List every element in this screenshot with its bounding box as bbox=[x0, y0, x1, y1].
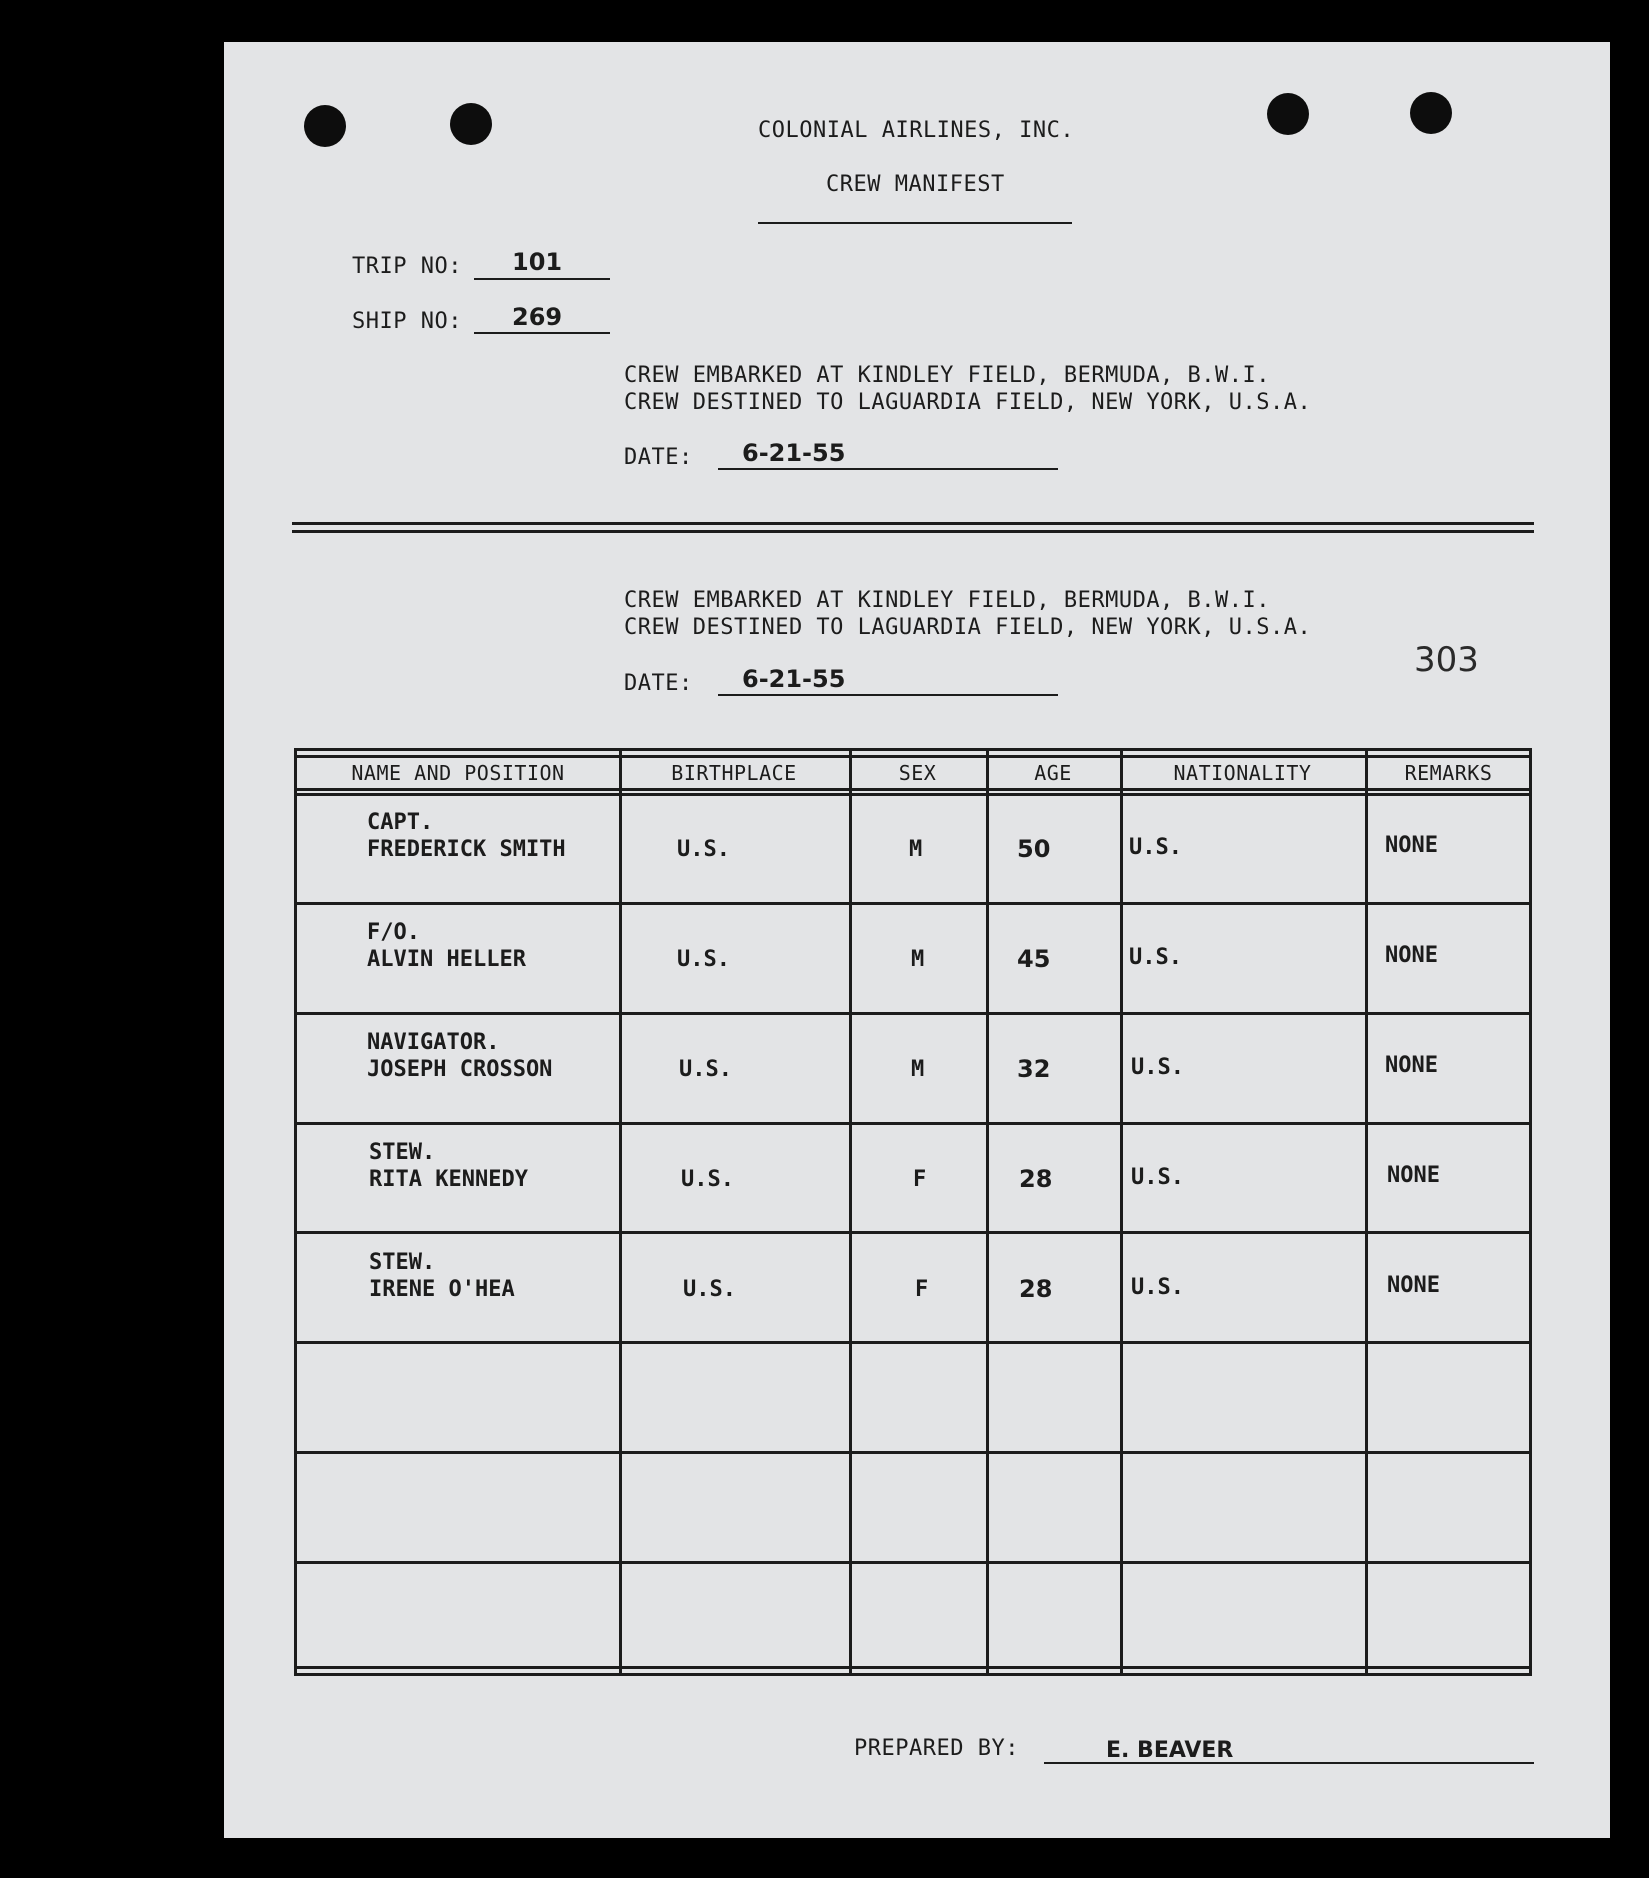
row-divider bbox=[297, 1231, 1529, 1234]
prepared-by-underline bbox=[1044, 1762, 1534, 1764]
column-header-name: NAME AND POSITION bbox=[351, 761, 565, 785]
column-divider bbox=[986, 751, 989, 1673]
crew-remarks: NONE bbox=[1387, 1163, 1440, 1188]
date-value: 6-21-55 bbox=[742, 665, 846, 693]
company-name: COLONIAL AIRLINES, INC. bbox=[758, 118, 1075, 143]
date-underline bbox=[718, 694, 1058, 696]
row-divider bbox=[297, 1341, 1529, 1344]
date-label: DATE: bbox=[624, 445, 693, 470]
crew-age: 28 bbox=[1019, 1165, 1053, 1193]
column-divider bbox=[1120, 751, 1123, 1673]
crew-name: RITA KENNEDY bbox=[369, 1167, 528, 1192]
embarked-line: CREW EMBARKED AT KINDLEY FIELD, BERMUDA, B.W.I. bbox=[624, 588, 1271, 613]
header-bottom-rule bbox=[297, 788, 1529, 791]
prepared-by-label: PREPARED BY: bbox=[854, 1736, 1019, 1761]
punch-hole-icon bbox=[1267, 93, 1309, 135]
crew-sex: F bbox=[915, 1277, 929, 1302]
crew-age: 45 bbox=[1017, 945, 1051, 973]
crew-birthplace: U.S. bbox=[683, 1277, 736, 1302]
trip-value: 101 bbox=[512, 248, 563, 276]
punch-hole-icon bbox=[1410, 92, 1452, 134]
punch-hole-icon bbox=[450, 103, 492, 145]
crew-birthplace: U.S. bbox=[677, 837, 730, 862]
header-top-rule bbox=[297, 755, 1529, 758]
crew-nationality: U.S. bbox=[1129, 945, 1182, 970]
crew-sex: F bbox=[913, 1167, 927, 1192]
crew-sex: M bbox=[911, 947, 925, 972]
manifest-page bbox=[224, 42, 1610, 1838]
row-divider bbox=[297, 902, 1529, 905]
crew-remarks: NONE bbox=[1385, 1053, 1438, 1078]
crew-birthplace: U.S. bbox=[679, 1057, 732, 1082]
destined-line: CREW DESTINED TO LAGUARDIA FIELD, NEW YORK, U.S.A. bbox=[624, 615, 1312, 640]
crew-nationality: U.S. bbox=[1131, 1055, 1184, 1080]
crew-position: CAPT. bbox=[367, 810, 434, 835]
page-number-stamp: 303 bbox=[1414, 640, 1479, 680]
ship-value: 269 bbox=[512, 303, 563, 331]
crew-remarks: NONE bbox=[1385, 833, 1438, 858]
ship-label: SHIP NO: bbox=[352, 309, 462, 334]
section-divider bbox=[292, 522, 1534, 533]
crew-position: STEW. bbox=[369, 1140, 436, 1165]
embarked-line: CREW EMBARKED AT KINDLEY FIELD, BERMUDA, B.W.I. bbox=[624, 363, 1271, 388]
crew-name: IRENE O'HEA bbox=[369, 1277, 515, 1302]
crew-nationality: U.S. bbox=[1129, 835, 1182, 860]
crew-birthplace: U.S. bbox=[681, 1167, 734, 1192]
crew-nationality: U.S. bbox=[1131, 1275, 1184, 1300]
crew-remarks: NONE bbox=[1385, 943, 1438, 968]
title-underline bbox=[758, 222, 1072, 224]
column-header-nationality: NATIONALITY bbox=[1173, 761, 1312, 785]
crew-age: 32 bbox=[1017, 1055, 1051, 1083]
crew-name-position bbox=[367, 809, 566, 863]
date-value: 6-21-55 bbox=[742, 439, 846, 467]
row-divider bbox=[297, 1451, 1529, 1454]
crew-name-position bbox=[367, 1029, 552, 1083]
trip-label: TRIP NO: bbox=[352, 254, 462, 279]
header-bottom-rule bbox=[297, 793, 1529, 796]
column-divider bbox=[849, 751, 852, 1673]
date-underline bbox=[718, 468, 1058, 470]
crew-name: FREDERICK SMITH bbox=[367, 837, 566, 862]
crew-name-position bbox=[369, 1249, 515, 1303]
crew-sex: M bbox=[909, 837, 923, 862]
punch-hole-icon bbox=[304, 105, 346, 147]
trip-underline bbox=[474, 278, 610, 280]
date-label: DATE: bbox=[624, 671, 693, 696]
column-divider bbox=[619, 751, 622, 1673]
column-header-sex: SEX bbox=[898, 761, 937, 785]
row-divider bbox=[297, 1012, 1529, 1015]
crew-sex: M bbox=[911, 1057, 925, 1082]
column-header-age: AGE bbox=[1034, 761, 1072, 785]
crew-birthplace: U.S. bbox=[677, 947, 730, 972]
crew-name-position bbox=[369, 1139, 528, 1193]
crew-name: JOSEPH CROSSON bbox=[367, 1057, 553, 1082]
column-header-birthplace: BIRTHPLACE bbox=[671, 761, 797, 785]
row-divider bbox=[297, 1122, 1529, 1125]
crew-table bbox=[294, 748, 1532, 1676]
column-divider bbox=[1365, 751, 1368, 1673]
crew-age: 28 bbox=[1019, 1275, 1053, 1303]
crew-name: ALVIN HELLER bbox=[367, 947, 526, 972]
crew-position: F/O. bbox=[367, 920, 420, 945]
crew-nationality: U.S. bbox=[1131, 1165, 1184, 1190]
crew-remarks: NONE bbox=[1387, 1273, 1440, 1298]
prepared-by-value: E. BEAVER bbox=[1106, 1738, 1234, 1763]
destined-line: CREW DESTINED TO LAGUARDIA FIELD, NEW YORK, U.S.A. bbox=[624, 390, 1312, 415]
crew-name-position bbox=[367, 919, 526, 973]
crew-position: NAVIGATOR. bbox=[367, 1030, 500, 1055]
column-header-remarks: REMARKS bbox=[1404, 761, 1493, 785]
row-divider bbox=[297, 1561, 1529, 1564]
table-bottom-rule bbox=[297, 1666, 1529, 1669]
document-title: CREW MANIFEST bbox=[826, 172, 1005, 197]
ship-underline bbox=[474, 332, 610, 334]
crew-position: STEW. bbox=[369, 1250, 436, 1275]
crew-age: 50 bbox=[1017, 835, 1051, 863]
